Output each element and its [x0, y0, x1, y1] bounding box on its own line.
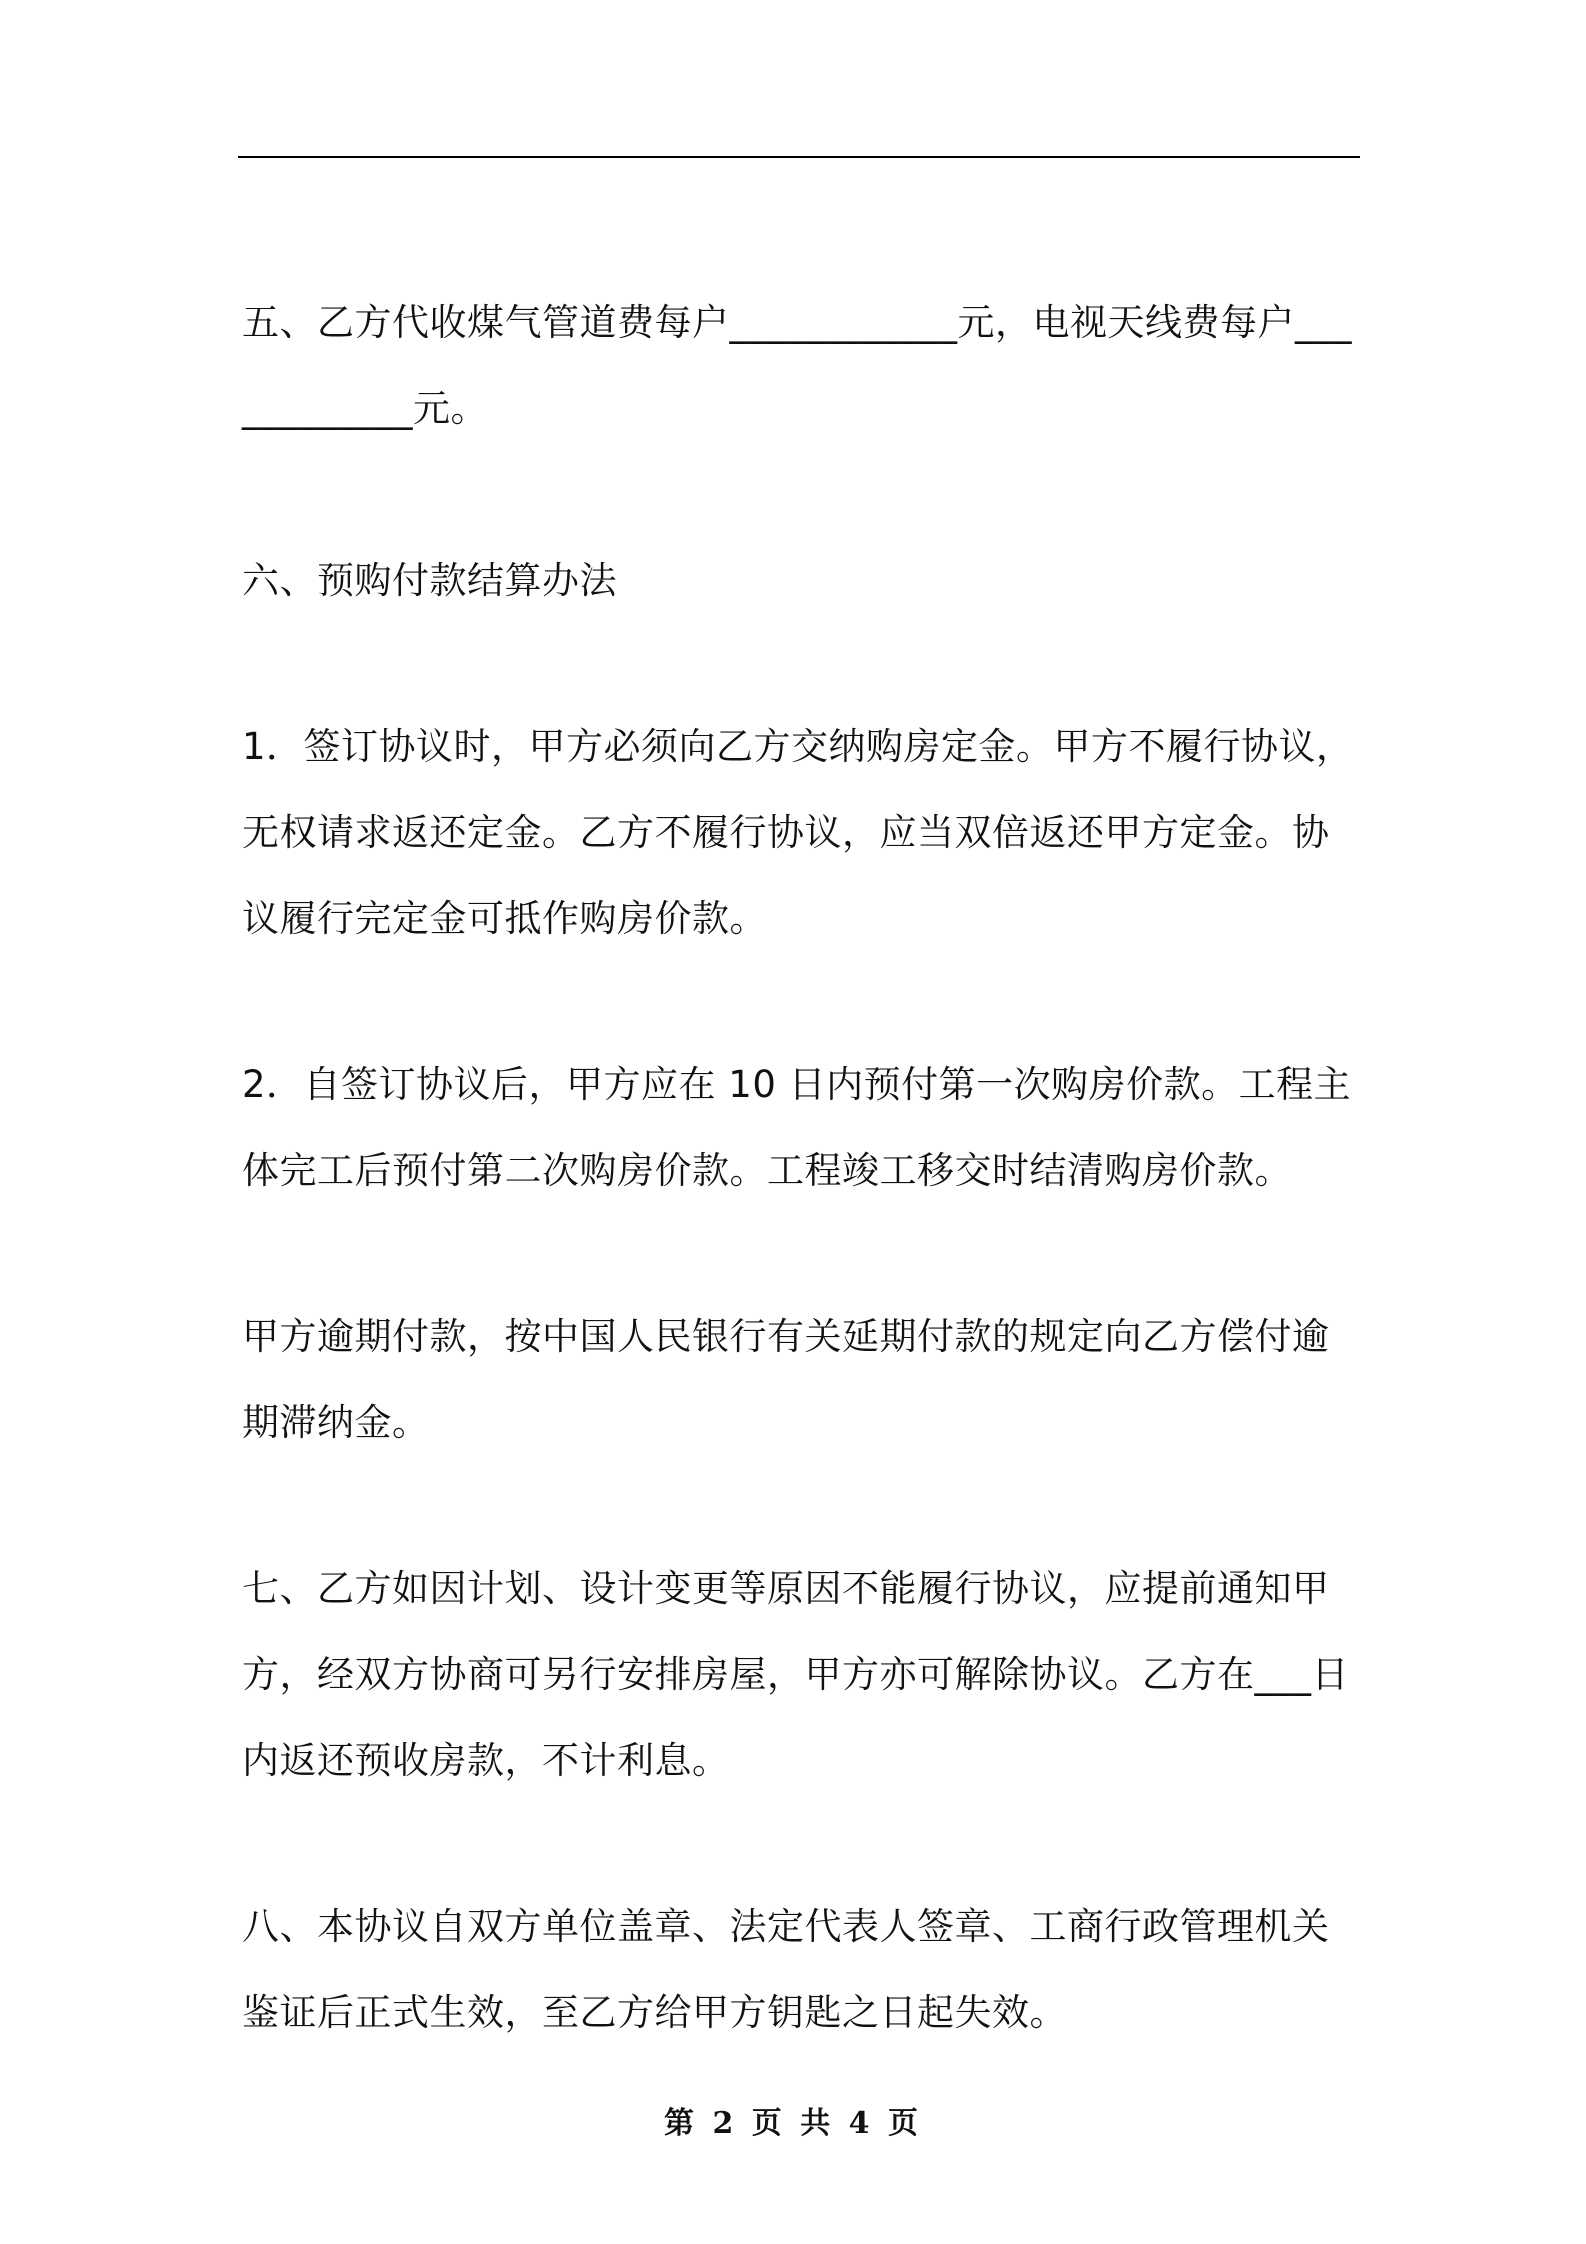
paragraph-6-2-installments: 2．自签订协议后，甲方应在 10 日内预付第一次购房价款。工程主体完工后预付第二次购房价款。工程竣工移交时结清购房价款。: [242, 1063, 1352, 1192]
paragraph-7-plan-change: 七、乙方如因计划、设计变更等原因不能履行协议，应提前通知甲方，经双方协商可另行安排房屋，甲方亦可解除协议。乙方在___日内返还预收房款，不计利息。: [242, 1567, 1349, 1782]
paragraph-6-1-deposit: 1．签订协议时，甲方必须向乙方交纳购房定金。甲方不履行协议，无权请求返还定金。乙方不履行协议，应当双倍返还甲方定金。协议履行完定金可抵作购房价款。: [242, 725, 1354, 940]
document-body: [242, 280, 1362, 2056]
header-rule: [238, 156, 1360, 158]
paragraph-late-payment: 甲方逾期付款，按中国人民银行有关延期付款的规定向乙方偿付逾期滞纳金。: [242, 1315, 1330, 1444]
paragraph-5-fees: 五、乙方代收煤气管道费每户____________元，电视天线费每户____________元。: [242, 301, 1352, 430]
page-number-label: 第 2 页 共 4 页: [664, 2106, 922, 2141]
heading-6-payment-settlement: 六、预购付款结算办法: [242, 559, 617, 602]
page-footer: [0, 2098, 1586, 2142]
paragraph-8-effectiveness: 八、本协议自双方单位盖章、法定代表人签章、工商行政管理机关鉴证后正式生效，至乙方给甲方钥匙之日起失效。: [242, 1905, 1330, 2034]
